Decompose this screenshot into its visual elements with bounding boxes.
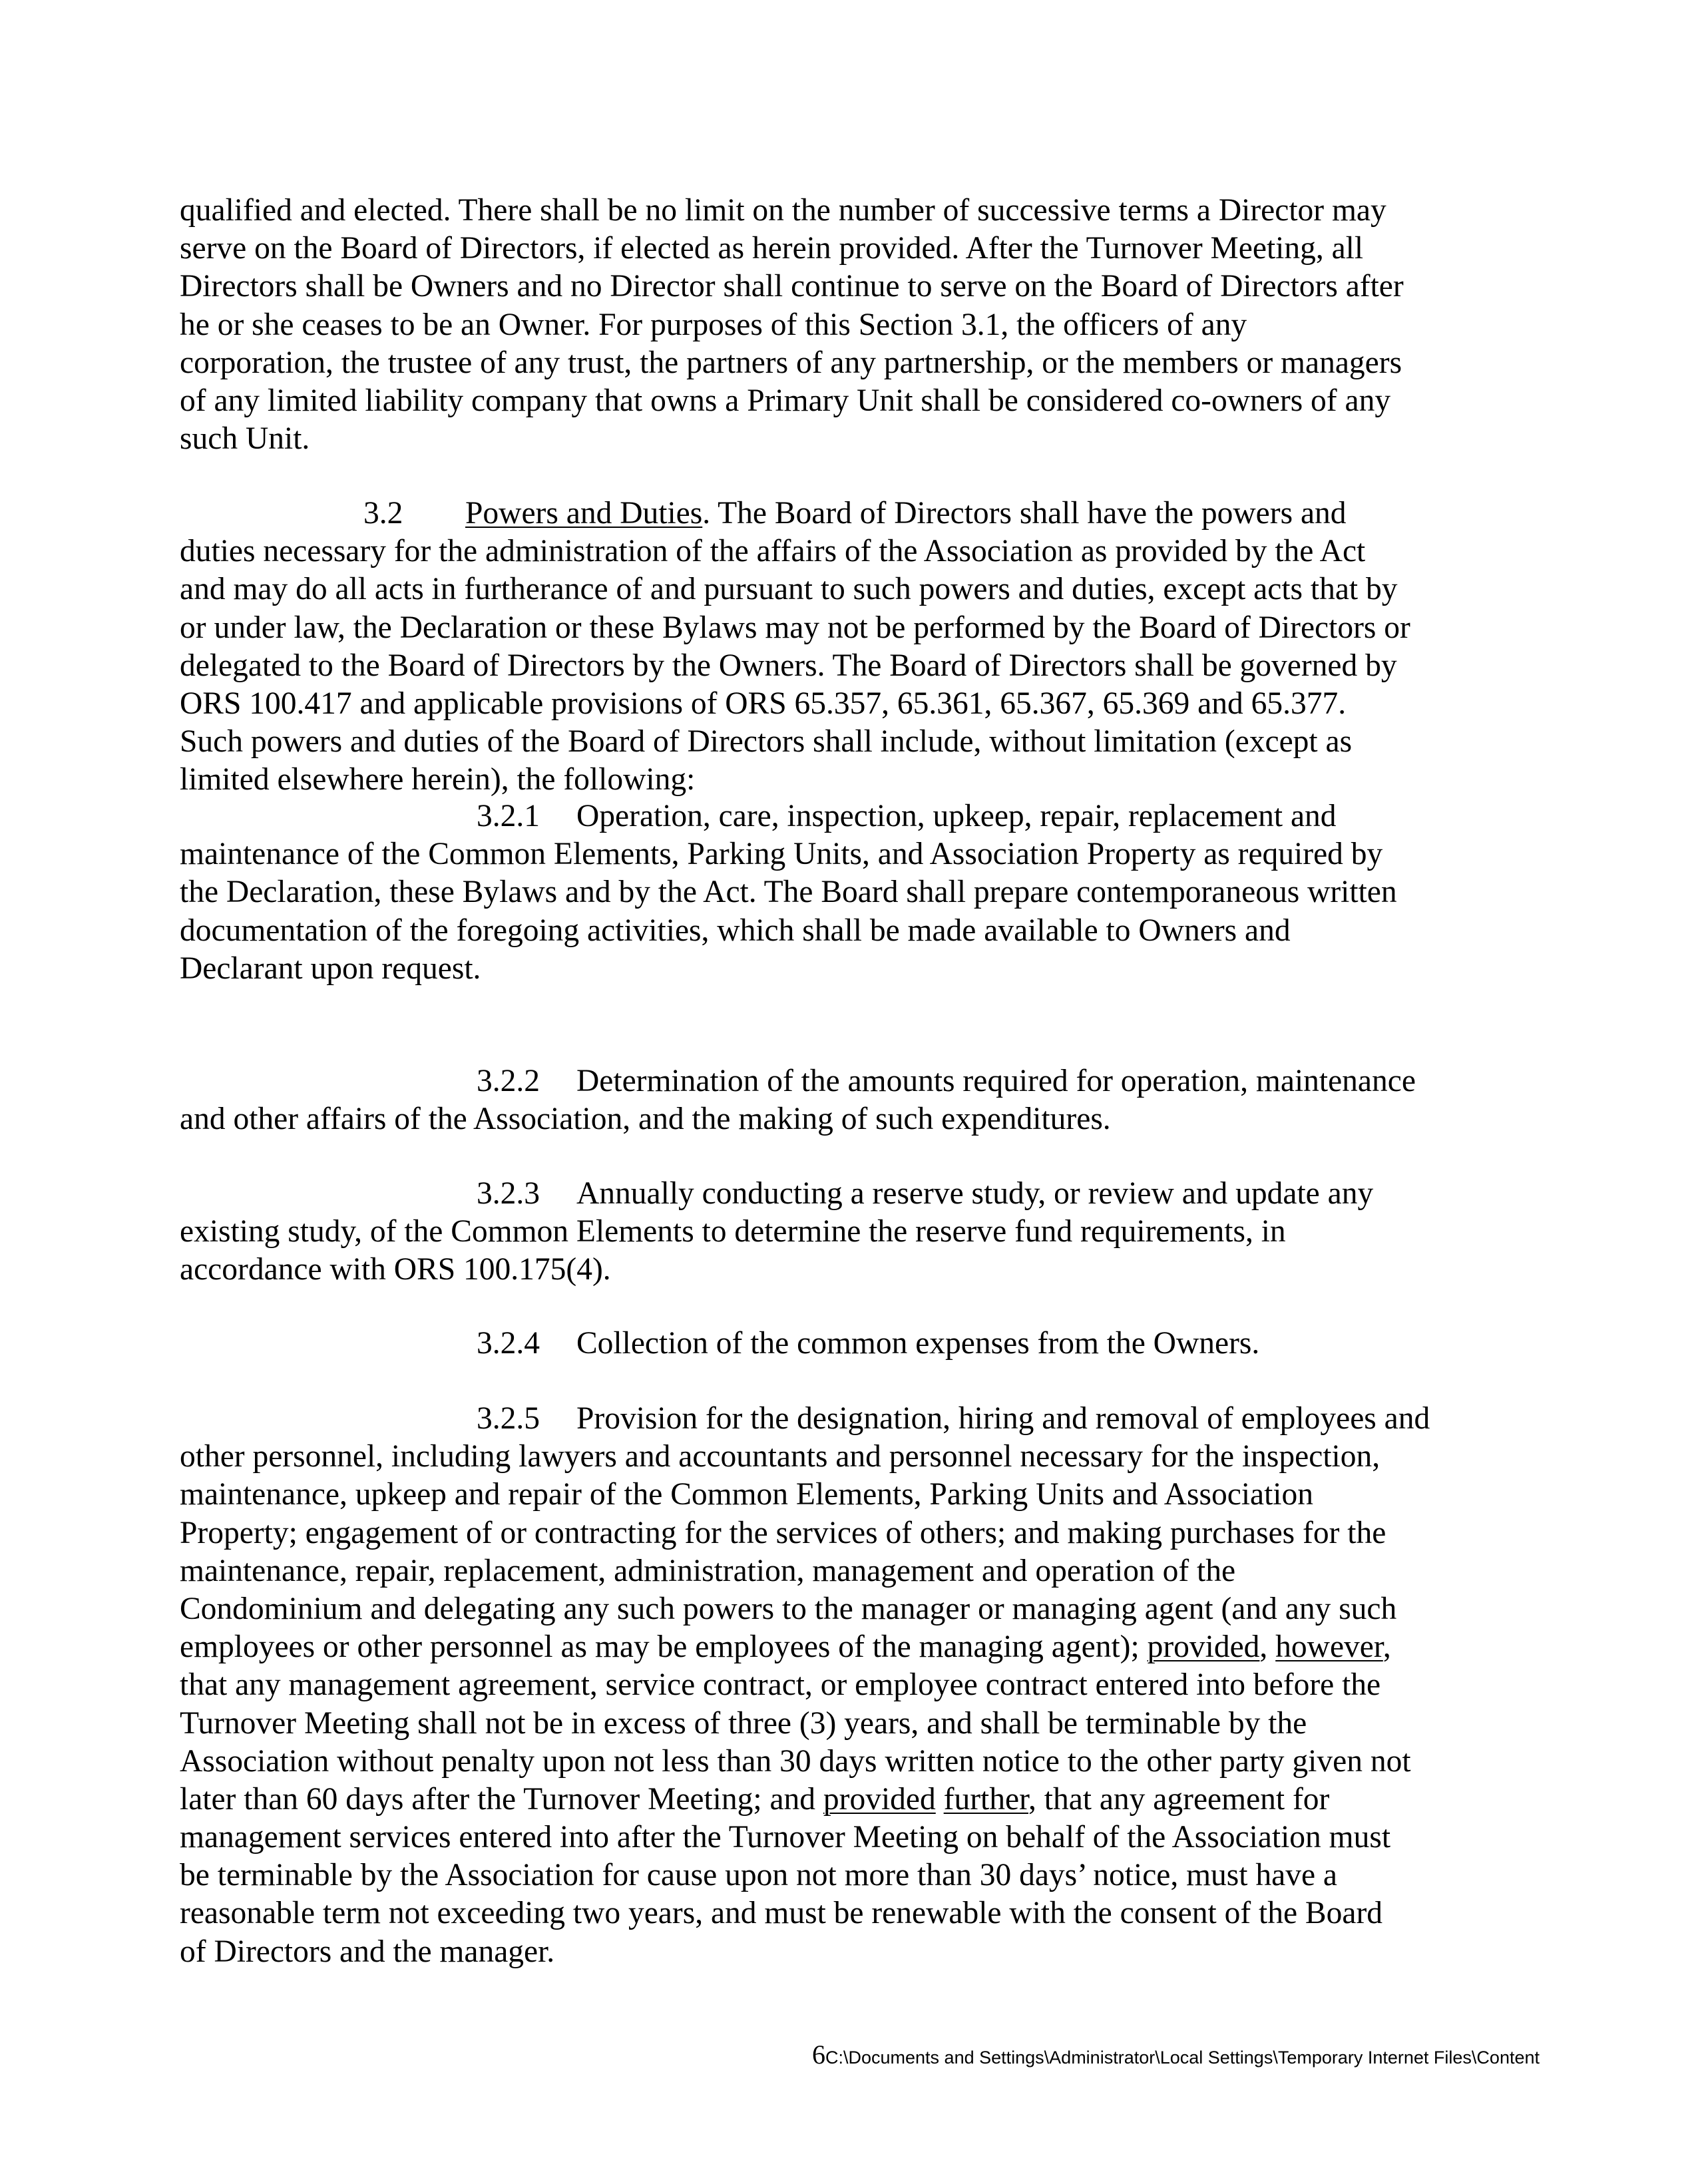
text-line: serve on the Board of Directors, if elected as herein provided. After the Turnover Meeting, all xyxy=(180,231,1364,266)
section-3-2-1 xyxy=(180,797,1397,988)
section-text: Operation, care, inspection, upkeep, repair, replacement and xyxy=(576,799,1337,833)
text-line: qualified and elected. There shall be no limit on the number of successive terms a Director may xyxy=(180,193,1386,228)
underlined-term: however xyxy=(1275,1630,1383,1665)
section-first-line xyxy=(180,1175,1373,1213)
section-text: Provision for the designation, hiring and removal of employees and xyxy=(576,1401,1430,1436)
section-heading: Powers and Duties xyxy=(465,496,703,531)
section-text: . The Board of Directors shall have the powers and xyxy=(702,496,1347,531)
text-line: accordance with ORS 100.175(4). xyxy=(180,1252,611,1287)
text-line: and other affairs of the Association, and the making of such expenditures. xyxy=(180,1102,1111,1137)
paragraph-continuation xyxy=(180,192,1404,458)
text-line: maintenance, repair, replacement, administration, management and operation of the xyxy=(180,1553,1236,1588)
underlined-term: provided xyxy=(1147,1630,1260,1665)
underlined-term: further xyxy=(943,1781,1028,1817)
section-number: 3.2.4 xyxy=(477,1326,540,1361)
text-line-with-emphasis xyxy=(180,1781,1430,1819)
text-segment: , xyxy=(1382,1630,1391,1665)
text-line: limited elsewhere herein), the following: xyxy=(180,762,696,797)
section-first-line xyxy=(180,797,1397,835)
section-3-2 xyxy=(180,495,1410,799)
section-3-2-3 xyxy=(180,1175,1373,1289)
section-number: 3.2.1 xyxy=(477,799,540,833)
section-3-2-4 xyxy=(180,1325,1259,1363)
text-line: of any limited liability company that owns a Primary Unit shall be considered co-owners of any xyxy=(180,383,1391,418)
text-line: maintenance, upkeep and repair of the Common Elements, Parking Units and Association xyxy=(180,1477,1313,1512)
text-line: Such powers and duties of the Board of Directors shall include, without limitation (except as xyxy=(180,724,1353,760)
text-line: Association without penalty upon not less than 30 days written notice to the other party given not xyxy=(180,1743,1411,1779)
section-first-line xyxy=(180,1325,1259,1363)
text-line: corporation, the trustee of any trust, the partners of any partnership, or the members or managers xyxy=(180,345,1402,380)
section-text: Annually conducting a reserve study, or review and update any xyxy=(576,1176,1374,1211)
text-line: duties necessary for the administration of the affairs of the Association as provided by the Act xyxy=(180,534,1366,569)
text-segment xyxy=(936,1782,944,1817)
file-path: C:\Documents and Settings\Administrator\Local Settings\Temporary Internet Files\Content xyxy=(825,2048,1540,2068)
text-line: or under law, the Declaration or these Bylaws may not be performed by the Board of Directors or xyxy=(180,610,1410,645)
text-segment: employees or other personnel as may be employees of the managing agent); xyxy=(180,1630,1148,1665)
text-segment: later than 60 days after the Turnover Meeting; and xyxy=(180,1781,823,1817)
section-3-2-5 xyxy=(180,1400,1430,1971)
text-line: and may do all acts in furtherance of and pursuant to such powers and duties, except acts that by xyxy=(180,572,1398,607)
text-line: reasonable term not exceeding two years, and must be renewable with the consent of the Board xyxy=(180,1896,1383,1931)
text-line: Property; engagement of or contracting for the services of others; and making purchases for the xyxy=(180,1515,1386,1550)
section-number: 3.2 xyxy=(363,496,403,531)
text-line: ORS 100.417 and applicable provisions of ORS 65.357, 65.361, 65.367, 65.369 and 65.377. xyxy=(180,686,1347,721)
page-footer xyxy=(812,2042,1540,2071)
text-line: that any management agreement, service contract, or employee contract entered into before the xyxy=(180,1667,1381,1703)
section-first-line xyxy=(180,1400,1430,1438)
text-line: maintenance of the Common Elements, Parking Units, and Association Property as required by xyxy=(180,837,1383,872)
section-number: 3.2.2 xyxy=(477,1064,540,1098)
text-line: be terminable by the Association for cause upon not more than 30 days’ notice, must have a xyxy=(180,1858,1337,1893)
section-text: Collection of the common expenses from the Owners. xyxy=(576,1326,1260,1361)
text-line: Directors shall be Owners and no Director shall continue to serve on the Board of Directors after xyxy=(180,269,1404,304)
text-line: the Declaration, these Bylaws and by the Act. The Board shall prepare contemporaneous written xyxy=(180,875,1397,910)
underlined-term: provided xyxy=(823,1781,936,1817)
text-line: such Unit. xyxy=(180,421,310,457)
text-segment: , xyxy=(1259,1630,1276,1665)
section-3-2-2 xyxy=(180,1062,1416,1138)
text-line: existing study, of the Common Elements to determine the reserve fund requirements, in xyxy=(180,1214,1286,1249)
section-first-line xyxy=(180,1062,1416,1100)
text-line: Declarant upon request. xyxy=(180,951,481,986)
section-text: Determination of the amounts required for operation, maintenance xyxy=(576,1064,1416,1098)
text-line: management services entered into after the Turnover Meeting on behalf of the Association must xyxy=(180,1820,1391,1855)
text-line: Turnover Meeting shall not be in excess of three (3) years, and shall be terminable by the xyxy=(180,1705,1307,1741)
text-line: he or she ceases to be an Owner. For purposes of this Section 3.1, the officers of any xyxy=(180,307,1247,342)
text-line: other personnel, including lawyers and accountants and personnel necessary for the inspection, xyxy=(180,1439,1380,1474)
text-line: delegated to the Board of Directors by the Owners. The Board of Directors shall be governed by xyxy=(180,648,1397,683)
page-number: 6 xyxy=(812,2040,825,2070)
section-number: 3.2.3 xyxy=(477,1176,540,1211)
text-line: Condominium and delegating any such powers to the manager or managing agent (and any such xyxy=(180,1591,1397,1626)
section-first-line xyxy=(180,495,1410,533)
text-line-with-emphasis xyxy=(180,1628,1430,1666)
text-line: documentation of the foregoing activities, which shall be made available to Owners and xyxy=(180,913,1291,948)
text-segment: , that any agreement for xyxy=(1028,1781,1330,1817)
text-line: of Directors and the manager. xyxy=(180,1934,555,1969)
section-number: 3.2.5 xyxy=(477,1401,540,1436)
